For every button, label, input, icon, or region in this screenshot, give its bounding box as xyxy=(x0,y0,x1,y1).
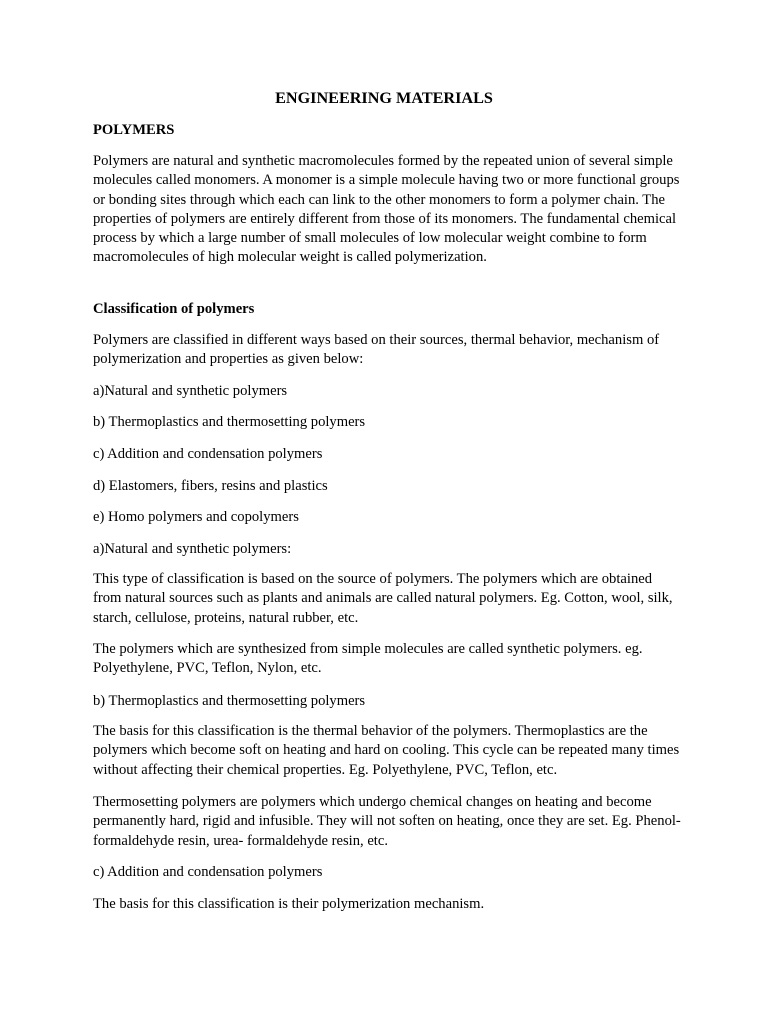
list-item: d) Elastomers, fibers, resins and plastics xyxy=(93,478,328,494)
section-heading-polymers: POLYMERS xyxy=(93,122,175,138)
natural-polymers-paragraph: This type of classification is based on the source of polymers. The polymers which are obtained from natural sources such as plants and animals are called natural polymers. Eg. Cotton, wool, silk, starch, cellulose, proteins, natural rubber, etc. xyxy=(93,571,673,626)
list-item: e) Homo polymers and copolymers xyxy=(93,509,299,525)
list-item: b) Thermoplastics and thermosetting polymers xyxy=(93,414,366,430)
list-item: a)Natural and synthetic polymers xyxy=(93,383,288,399)
classification-heading: Classification of polymers xyxy=(93,301,255,317)
list-item: c) Addition and condensation polymers xyxy=(93,446,323,462)
addition-condensation-heading: c) Addition and condensation polymers xyxy=(93,864,323,880)
classification-intro-paragraph: Polymers are classified in different ways based on their sources, thermal behavior, mechanism of polymerization and properties as given below: xyxy=(93,332,660,368)
addition-condensation-paragraph: The basis for this classification is their polymerization mechanism. xyxy=(93,896,485,912)
thermoplastics-paragraph: The basis for this classification is the thermal behavior of the polymers. Thermoplastics are the polymers which become soft on heating and hard on cooling. This cycle can be repeated many times without affecting their chemical properties. Eg. Polyethylene, PVC, Teflon, etc. xyxy=(93,723,680,778)
natural-synthetic-heading: a)Natural and synthetic polymers: xyxy=(93,541,292,557)
synthetic-polymers-paragraph: The polymers which are synthesized from simple molecules are called synthetic polymers. eg. Polyethylene, PVC, Teflon, Nylon, etc. xyxy=(93,641,643,677)
intro-paragraph: Polymers are natural and synthetic macromolecules formed by the repeated union of several simple molecules called monomers. A monomer is a simple molecule having two or more functional groups or bonding sites through which each can link to the other monomers to form a polymer chain. The properties of polymers are entirely different from those of its monomers. The fundamental chemical process by which a large number of small molecules of low molecular weight combine to form macromolecules of high molecular weight is called polymerization. xyxy=(93,153,680,266)
thermosetting-paragraph: Thermosetting polymers are polymers which undergo chemical changes on heating and become permanently hard, rigid and infusible. They will not soften on heating, once they are set. Eg. Phenol- formaldehyde resin, urea- formaldehyde resin, etc. xyxy=(93,794,681,849)
thermoplastics-heading: b) Thermoplastics and thermosetting polymers xyxy=(93,693,366,709)
document-title: ENGINEERING MATERIALS xyxy=(275,89,493,107)
